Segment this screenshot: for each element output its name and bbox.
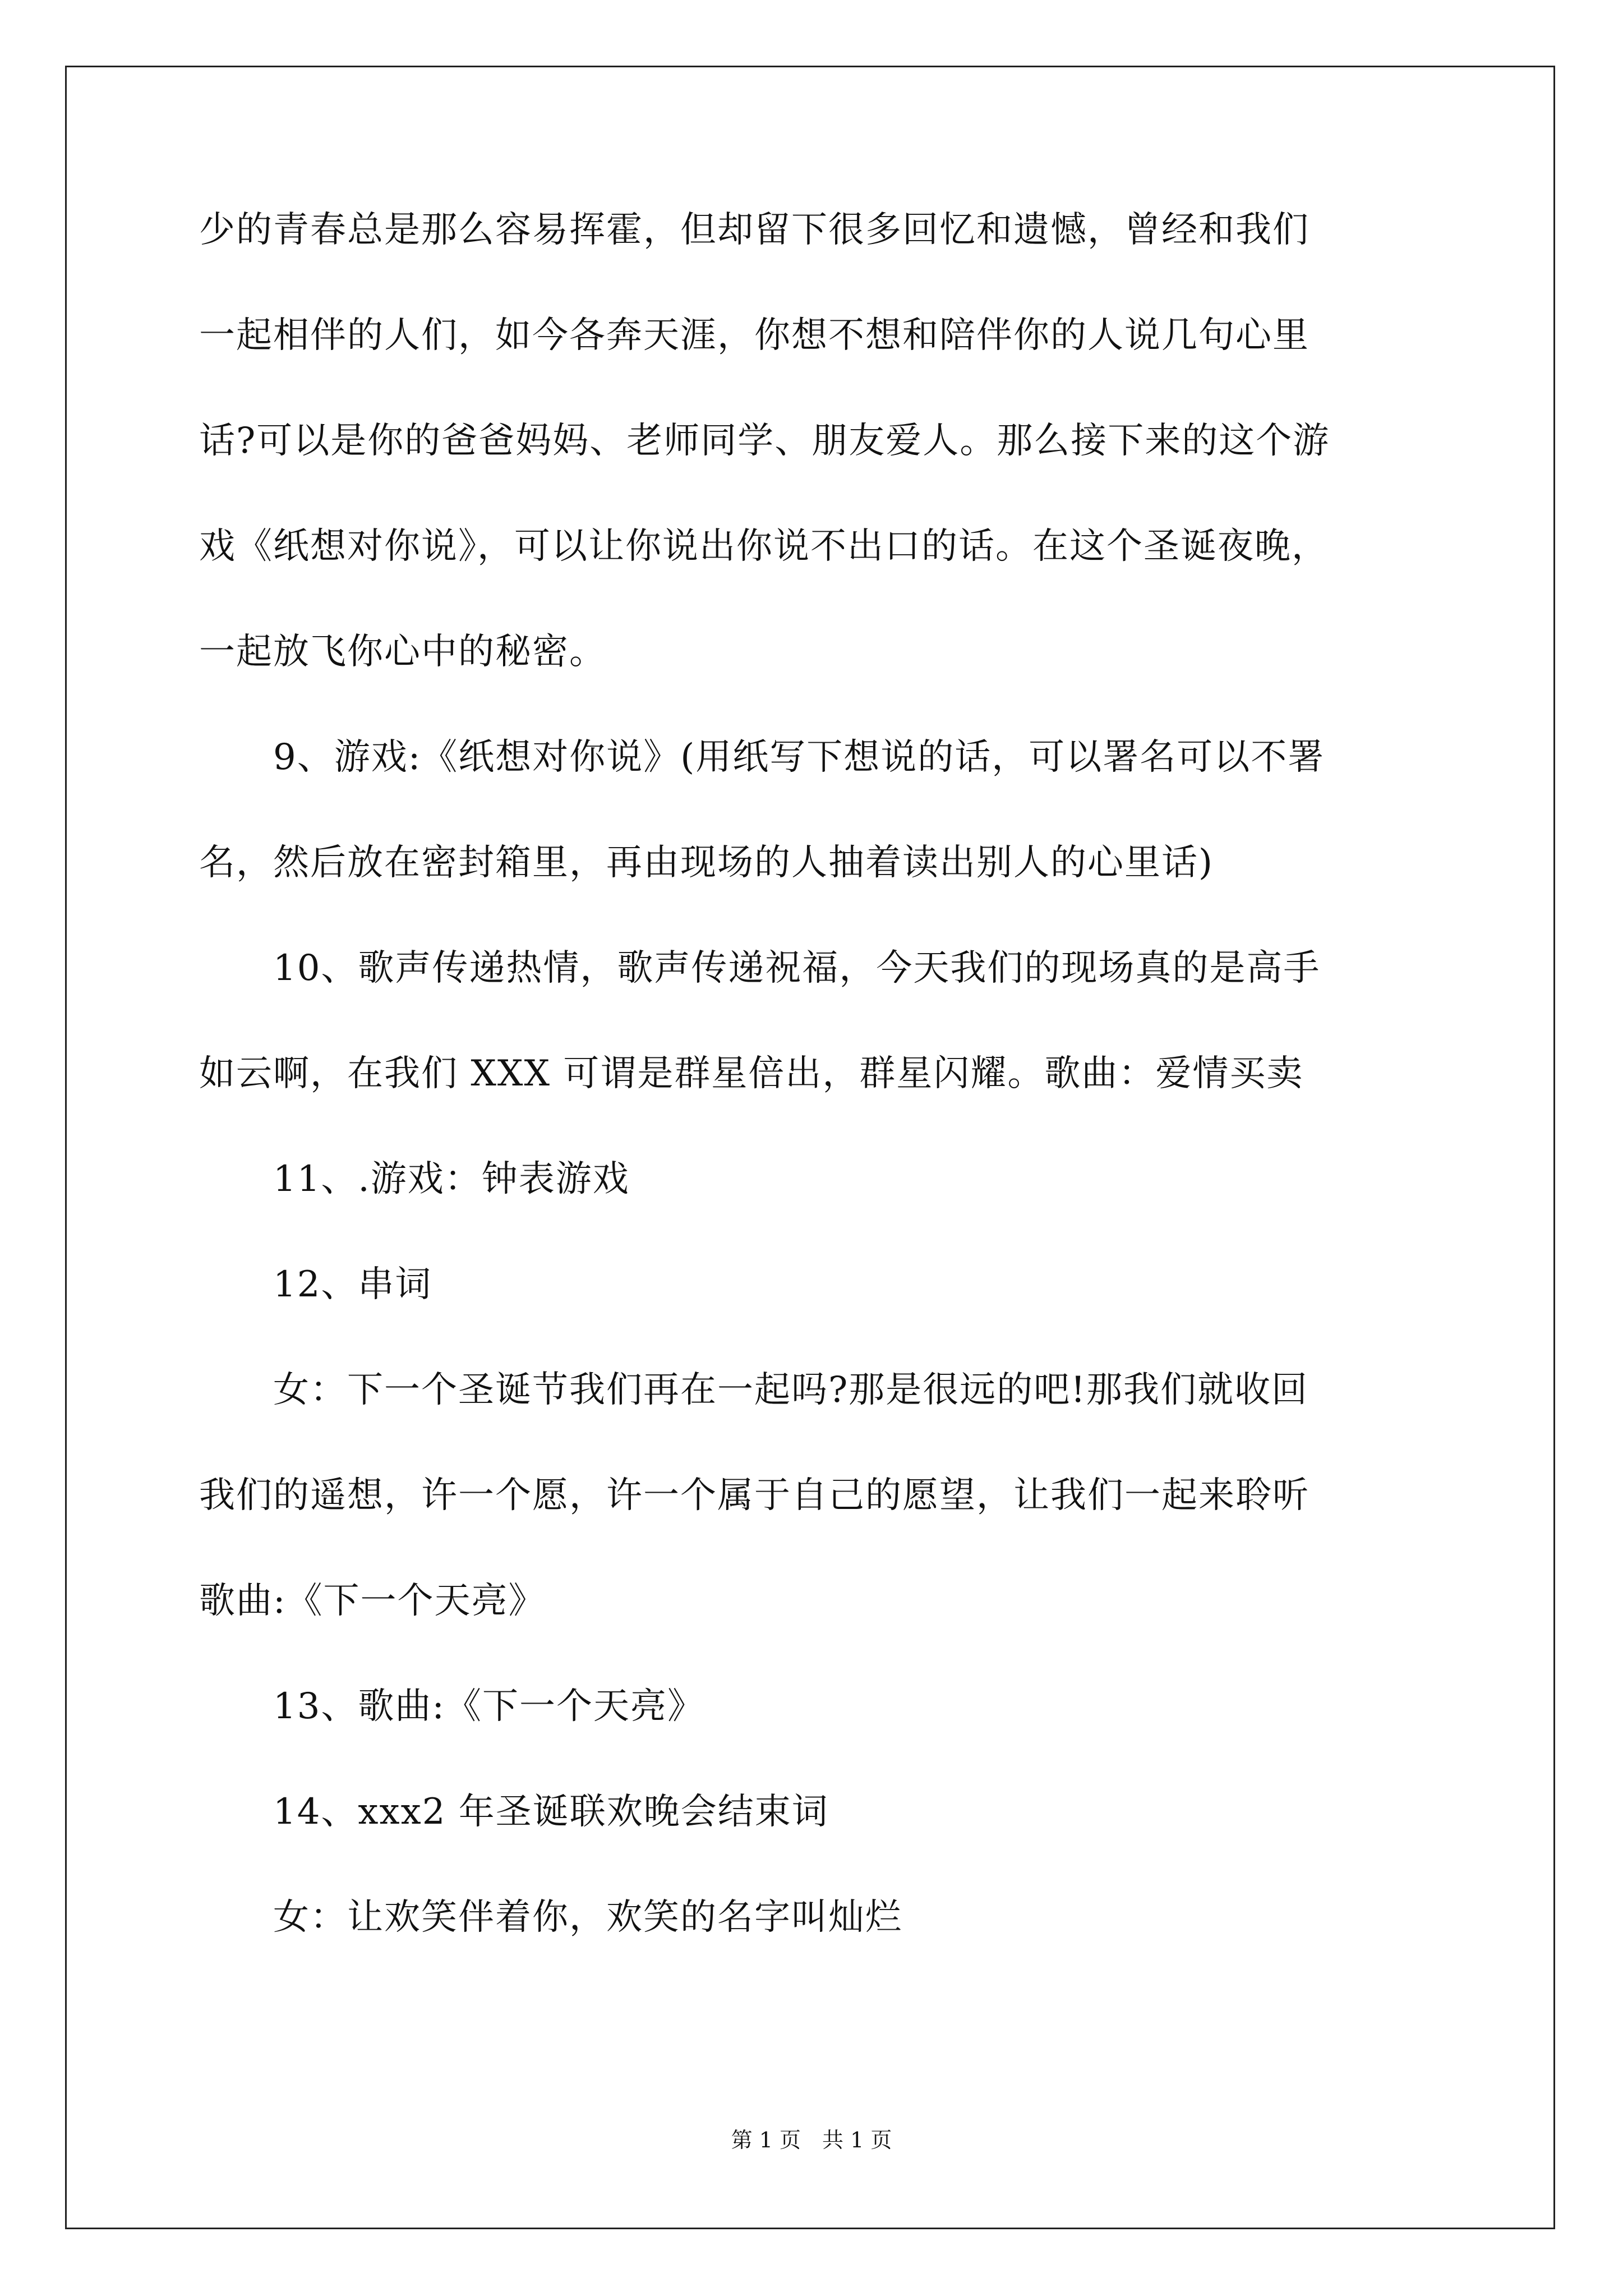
text-line: 11、.游戏：钟表游戏 bbox=[199, 1158, 630, 1200]
text-line: 话?可以是你的爸爸妈妈、老师同学、朋友爱人。那么接下来的这个游 bbox=[199, 420, 1330, 462]
text-line: 歌曲:《下一个天亮》 bbox=[199, 1580, 546, 1622]
text-line: 女：让欢笑伴着你，欢笑的名字叫灿烂 bbox=[199, 1897, 902, 1938]
text-line: 一起相伴的人们，如今各奔天涯，你想不想和陪伴你的人说几句心里 bbox=[199, 315, 1310, 356]
text-line: 9、游戏:《纸想对你说》(用纸写下想说的话，可以署名可以不署 bbox=[199, 737, 1325, 778]
page-footer: 第 1 页 共 1 页 bbox=[731, 2128, 892, 2152]
text-line: 14、xxx2 年圣诞联欢晚会结束词 bbox=[199, 1791, 829, 1833]
text-line: 名，然后放在密封箱里，再由现场的人抽着读出别人的心里话) bbox=[199, 842, 1214, 884]
text-line: 戏《纸想对你说》，可以让你说出你说不出口的话。在这个圣诞夜晚， bbox=[199, 526, 1329, 567]
text-line: 一起放飞你心中的秘密。 bbox=[199, 631, 606, 673]
text-line: 女：下一个圣诞节我们再在一起吗?那是很远的吧!那我们就收回 bbox=[199, 1369, 1309, 1411]
text-line: 少的青春总是那么容易挥霍，但却留下很多回忆和遗憾，曾经和我们 bbox=[199, 209, 1310, 251]
text-line: 我们的遥想，许一个愿，许一个属于自己的愿望，让我们一起来聆听 bbox=[199, 1475, 1310, 1516]
text-line: 13、歌曲:《下一个天亮》 bbox=[199, 1686, 704, 1727]
text-line: 如云啊，在我们 XXX 可谓是群星倍出，群星闪耀。歌曲：爱情买卖 bbox=[199, 1053, 1304, 1094]
text-line: 12、串词 bbox=[199, 1264, 432, 1305]
text-line: 10、歌声传递热情，歌声传递祝福，今天我们的现场真的是高手 bbox=[199, 947, 1321, 989]
